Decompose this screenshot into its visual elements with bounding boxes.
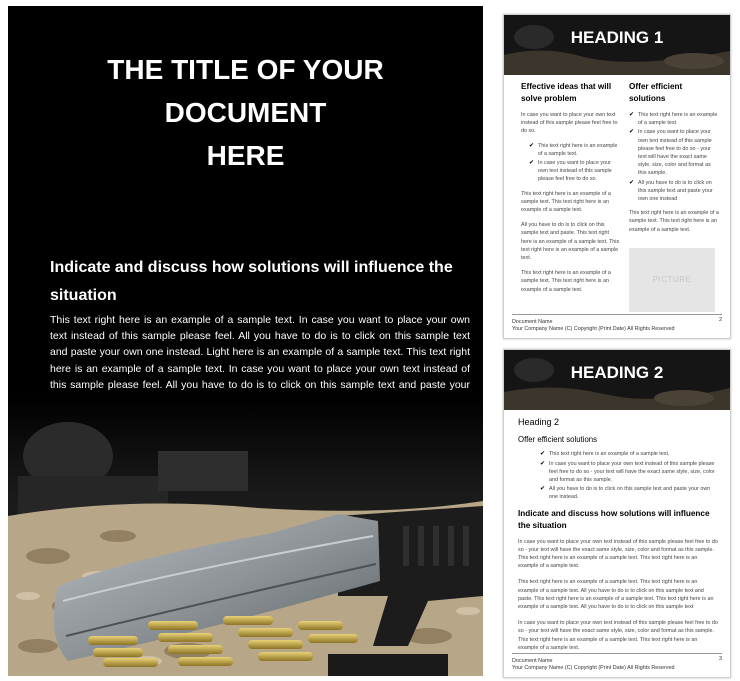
banner-title: HEADING 2	[570, 363, 664, 382]
page-thumbnail-heading-2	[503, 349, 731, 678]
list-item	[629, 111, 719, 127]
page-footer	[512, 653, 722, 672]
footer-copyright: Your Company Name (C) Copyright (Print Date) All Rights Reserved	[512, 665, 675, 671]
right-column-heading: Offer efficient solutions	[629, 82, 683, 103]
list-item-text: All you have to do is to click on this sample text and paste your own one instead.	[549, 486, 711, 501]
cover-page	[8, 6, 483, 676]
paragraph-3: In case you want to place your own text instead of this sample please feel free to do so - your text will have the exact same style, size, color and format as this sample. This text right here is an example of a sample text. This text right here is an example of a sample text.	[518, 620, 718, 651]
checkmark-icon: ✔	[540, 451, 546, 458]
left-paragraph-1: This text right here is an example of a sample text. This text right here is an example of a sample text.	[521, 190, 611, 214]
list-item	[540, 460, 718, 485]
cover-heading: Indicate and discuss how solutions will influence the situation	[50, 259, 453, 304]
list-item	[629, 179, 719, 204]
list-item-text: In case you want to place your own text instead of this sample please feel free to do so - your text will have the exact same style, size, color and format as this sample.	[549, 460, 715, 484]
left-paragraph-3: This text right here is an example of a sample text. This text right here is an example of a sample text.	[521, 270, 611, 293]
cover-body-text: This text right here is an example of a sample text. In case you want to place your own text instead of this sample please feel. All you have to do is to click on this sample text and paste your own one instead. Light here is an example of a sample text. This text right here is an example of a sample text. In case you want to place your own text instead of this sample please feel. All you have to do is to click on this sample text and paste your	[50, 314, 470, 391]
page-footer	[512, 314, 722, 333]
page-banner	[504, 350, 730, 410]
checkmark-icon: ✔	[529, 160, 535, 167]
left-column	[521, 81, 621, 294]
picture-placeholder: PICTURE	[629, 248, 715, 312]
checklist	[540, 450, 718, 501]
left-intro-text: In case you want to place your own text instead of this sample please feel free to do so.	[521, 112, 618, 135]
list-item-text: All you have to do is to click on this sample text and paste your own one instead	[638, 179, 713, 203]
section-subheading: Offer efficient solutions	[518, 435, 598, 445]
paragraph-1: In case you want to place your own text instead of this sample please feel free to do so - your text will have the exact same style, size, color and format as this sample. This text right here is an example of a sample text. This text right here is an example of a sample text.	[518, 538, 718, 570]
page-banner	[504, 15, 730, 75]
list-item	[529, 159, 621, 184]
cover-image	[8, 396, 483, 676]
list-item	[540, 450, 718, 458]
cover-title-line-1: THE TITLE OF YOUR	[107, 54, 384, 85]
cover-title-line-2: DOCUMENT	[164, 97, 327, 128]
page-body	[518, 416, 718, 660]
right-column	[629, 81, 719, 312]
banner-title: HEADING 1	[570, 28, 664, 47]
section-heading: Heading 2	[518, 417, 560, 427]
cover-title-line-3: HERE	[206, 140, 285, 171]
page-number: 2	[719, 317, 722, 323]
checkmark-icon: ✔	[540, 486, 546, 493]
page-thumbnail-heading-1	[503, 14, 731, 339]
bold-heading: Indicate and discuss how solutions will influence the situation	[518, 508, 710, 530]
footer-copyright: Your Company Name (C) Copyright (Print Date) All Rights Reserved	[512, 326, 675, 332]
list-item-text: This text right here is an example of a sample text.	[549, 451, 670, 458]
page-number: 3	[719, 656, 722, 662]
list-item-text: This text right here is an example of a sample text.	[538, 142, 618, 157]
footer-document-name: Document Name	[512, 319, 553, 325]
cover-title	[8, 48, 483, 177]
list-item	[529, 142, 621, 158]
list-item-text: This text right here is an example of a sample text.	[638, 112, 718, 127]
checkmark-icon: ✔	[629, 112, 635, 118]
left-checklist	[529, 142, 621, 184]
list-item	[629, 128, 719, 177]
left-paragraph-2: All you have to do is to click on this sample text and paste. This text right here is an example of a sample text. This text right here is an example of a sample text.	[521, 222, 620, 262]
left-column-heading: Effective ideas that will solve problem	[521, 82, 612, 103]
checkmark-icon: ✔	[629, 179, 635, 186]
checkmark-icon: ✔	[529, 142, 535, 149]
checkmark-icon: ✔	[540, 460, 546, 467]
list-item-text: In case you want to place your own text instead of this sample please feel free to do so - your text will have the exact same style, size, color and format as this sample.	[638, 129, 712, 177]
list-item-text: In case you want to place your own text instead of this sample please feel free to do so.	[538, 160, 612, 183]
checkmark-icon: ✔	[629, 129, 635, 136]
paragraph-2: This text right here is an example of a sample text. This text right here is an example of a sample text. All you have to do is to click on this sample text and paste. This text right here is an example of a sample text. This text right here is an example of a sample text. All you have to do is to click on this sample text	[518, 579, 714, 611]
right-paragraph: This text right here is an example of a sample text. This text right here is an example of a sample text.	[629, 210, 719, 233]
list-item	[540, 485, 718, 501]
right-checklist	[629, 111, 719, 203]
footer-document-name: Document Name	[512, 658, 553, 664]
